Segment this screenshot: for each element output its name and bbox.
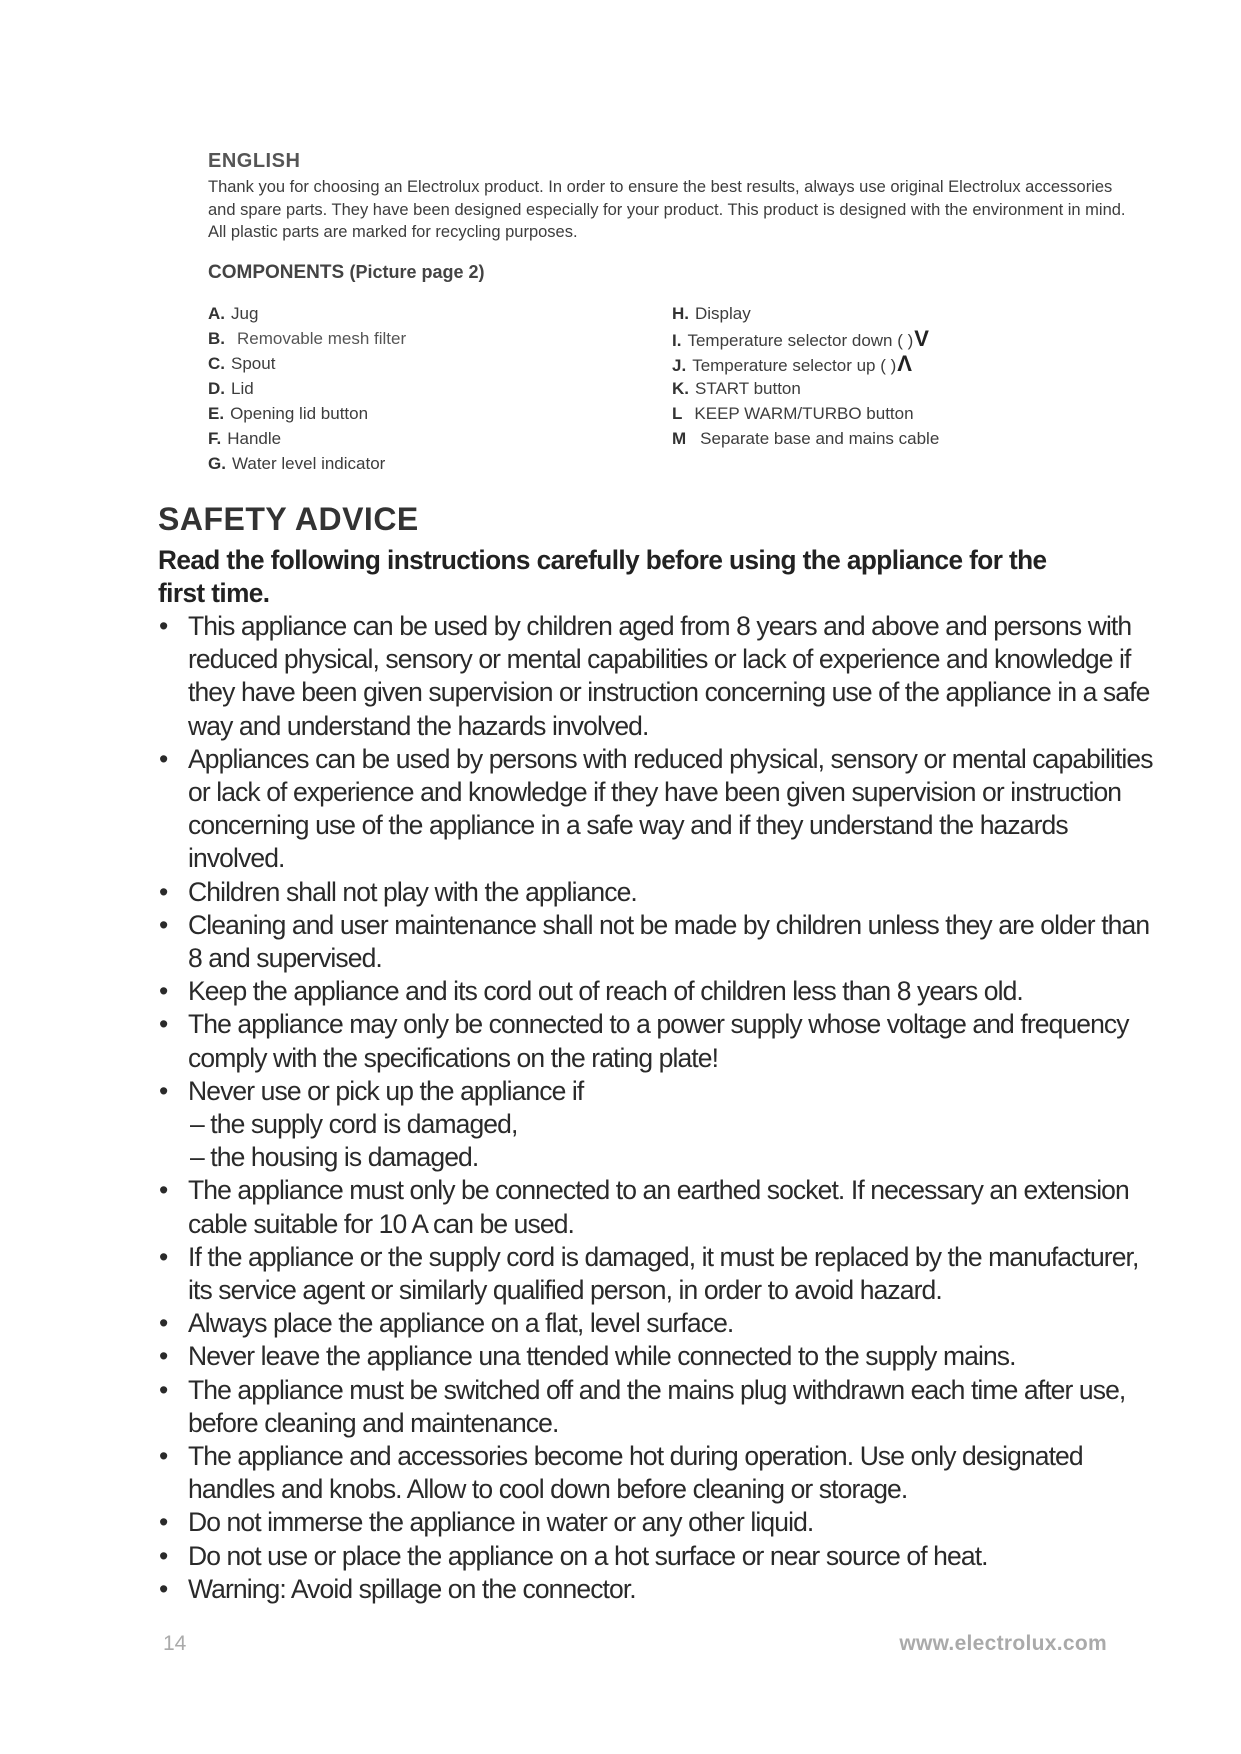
sub-item: – the housing is damaged.	[190, 1142, 479, 1173]
list-item: • The appliance must be switched off and the mains plug withdrawn each time after use, before cleaning and maintenance.	[159, 1374, 1126, 1438]
bullet-icon: •	[159, 611, 168, 641]
list-item: • The appliance must only be connected to an earthed socket. If necessary an extension cable suitable for 10 A can be used.	[159, 1175, 1129, 1239]
list-item: • Warning: Avoid spillage on the connector.	[158, 1573, 1158, 1606]
chevron-down-icon: V	[914, 326, 929, 351]
bullet-icon: •	[159, 909, 168, 940]
component-item: B. Removable mesh filter	[208, 329, 407, 348]
component-item: C. Spout	[208, 354, 276, 373]
list-item: • Never use or pick up the appliance if – the supply cord is damaged, – the housing is damaged.	[158, 1075, 1158, 1175]
components-subtitle: (Picture page 2)	[349, 262, 485, 282]
component-item: E. Opening lid button	[208, 404, 369, 423]
components-list-right	[672, 301, 939, 451]
bullet-icon: •	[159, 1573, 168, 1604]
bullet-icon: •	[159, 1341, 168, 1372]
list-item: • Never leave the appliance una ttended while connected to the supply mains.	[158, 1340, 1158, 1373]
chevron-up-icon: Λ	[897, 351, 912, 376]
component-item: H. Display	[672, 304, 751, 323]
components-title: COMPONENTS	[208, 262, 345, 283]
bullet-icon: •	[159, 1308, 168, 1339]
bullet-icon: •	[159, 1540, 168, 1571]
bullet-icon: •	[159, 976, 168, 1007]
list-item: • The appliance and accessories become hot during operation. Use only designated handles and knobs. Allow to cool down before cleaning or storage.	[159, 1441, 1083, 1505]
bullet-icon: •	[159, 1441, 168, 1472]
components-heading	[208, 262, 485, 284]
bullet-icon: •	[159, 876, 168, 907]
component-item: K. START button	[672, 379, 801, 398]
page-number: 14	[163, 1632, 187, 1655]
bullet-icon: •	[159, 743, 168, 774]
bullet-icon: •	[159, 1175, 168, 1206]
component-item: L KEEP WARM/TURBO button	[672, 404, 914, 423]
list-item: • Do not use or place the appliance on a hot surface or near source of heat.	[158, 1540, 1158, 1573]
component-item: G. Water level indicator	[208, 454, 386, 473]
list-item: • Always place the appliance on a flat, level surface.	[158, 1307, 1158, 1340]
list-item: • Cleaning and user maintenance shall not be made by children unless they are older than 8 and supervised.	[159, 909, 1150, 974]
safety-heading: SAFETY ADVICE	[158, 501, 419, 537]
list-item: • Do not immerse the appliance in water or any other liquid.	[158, 1506, 1158, 1539]
safety-lead: Read the following instructions carefully before using the appliance for the first time.	[158, 545, 1047, 608]
component-item: J. Temperature selector up ( )Λ	[672, 351, 912, 376]
sub-item: – the supply cord is damaged,	[190, 1109, 518, 1140]
footer-url: www.electrolux.com	[899, 1632, 1107, 1655]
list-item: • Appliances can be used by persons with reduced physical, sensory or mental capabilities or lack of experience and knowledge if they have been given supervision or instruction concerning use of the appliance in a safe way and if they understand the hazards involved.	[159, 743, 1153, 874]
bullet-icon: •	[159, 1507, 168, 1538]
safety-list	[158, 610, 1158, 1606]
list-item: • Keep the appliance and its cord out of reach of children less than 8 years old.	[158, 975, 1158, 1008]
language-heading: ENGLISH	[208, 150, 301, 172]
component-item: F. Handle	[208, 429, 282, 448]
list-item: • If the appliance or the supply cord is damaged, it must be replaced by the manufacturer, its service agent or similarly qualified person, in order to avoid hazard.	[159, 1241, 1139, 1306]
bullet-icon: •	[159, 1009, 168, 1040]
component-item: I. Temperature selector down ( )V	[672, 326, 929, 351]
bullet-icon: •	[159, 1374, 168, 1405]
list-item: • This appliance can be used by children aged from 8 years and above and persons with reduced physical, sensory or mental capabilities or lack of experience and knowledge if they have been given supervision or instruction concerning use of the appliance in a safe way and understand the hazards involved.	[159, 611, 1150, 741]
intro-paragraph: Thank you for choosing an Electrolux product. In order to ensure the best results, always use original Electrolux accessories and spare parts. They have been designed especially for your product. This product is designed with the environment in mind. All plastic parts are marked for recycling purposes.	[208, 178, 1126, 241]
bullet-icon: •	[159, 1241, 168, 1272]
component-item: D. Lid	[208, 379, 254, 398]
list-item: • Children shall not play with the appliance.	[158, 876, 1158, 909]
component-item: A. Jug	[208, 304, 259, 323]
component-item: M Separate base and mains cable	[672, 429, 940, 448]
components-list-left	[208, 301, 406, 476]
bullet-icon: •	[159, 1075, 168, 1106]
list-item: • The appliance may only be connected to a power supply whose voltage and frequency comply with the specifications on the rating plate!	[159, 1009, 1129, 1073]
